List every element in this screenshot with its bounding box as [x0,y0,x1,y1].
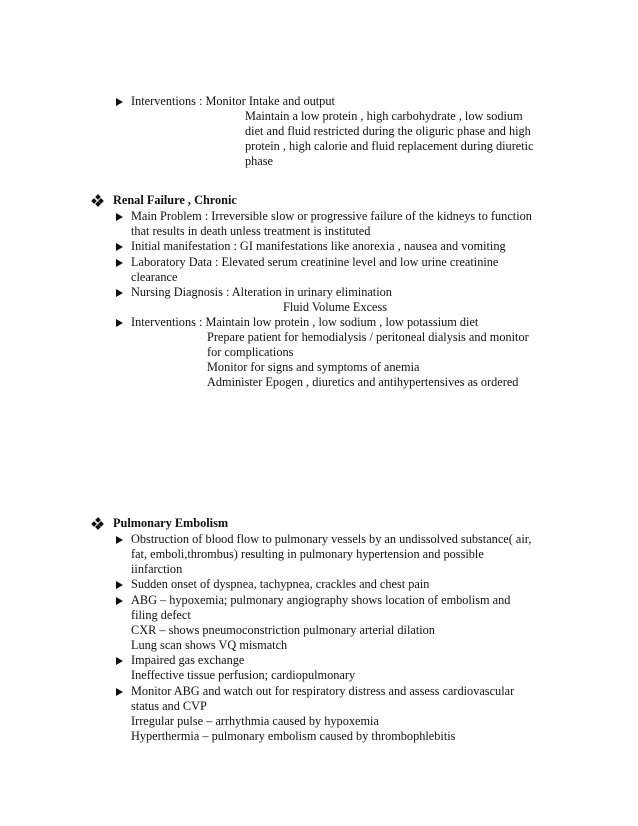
pe-item-text: Impaired gas exchange [131,653,245,667]
arrow-bullet-icon [116,597,123,605]
diamond-bullet-icon [92,195,103,206]
arrow-bullet-icon [116,98,123,106]
renal-interventions-text: Administer Epogen , diuretics and antihypertensives as ordered [207,375,519,389]
pe-item-text: iinfarction [131,562,183,576]
arrow-bullet-icon [116,213,123,221]
pe-item-text: filing defect [131,608,191,622]
arrow-bullet-icon [116,243,123,251]
interventions-item: Interventions : Monitor Intake and output [131,94,335,108]
pe-item-text: Lung scan shows VQ mismatch [131,638,288,652]
section-heading-pe: Pulmonary Embolism [113,516,229,530]
arrow-bullet-icon [116,581,123,589]
pe-item-text: Sudden onset of dyspnea, tachypnea, crackles and chest pain [131,577,430,591]
pe-item-text: Ineffective tissue perfusion; cardiopulmonary [131,668,356,682]
arrow-bullet-icon [116,319,123,327]
renal-interventions-text: Monitor for signs and symptoms of anemia [207,360,420,374]
initial-manifestation-text: Initial manifestation : GI manifestations like anorexia , nausea and vomiting [131,239,506,253]
nursing-diagnosis-text: Nursing Diagnosis : Alteration in urinary elimination [131,285,392,299]
arrow-bullet-icon [116,536,123,544]
pe-item-text: status and CVP [131,699,207,713]
arrow-bullet-icon [116,289,123,297]
interventions-line: Maintain a low protein , high carbohydrate , low sodium [245,109,523,123]
interventions-line: diet and fluid restricted during the oliguric phase and high [245,124,531,138]
pe-item-text: fat, emboli,thrombus) resulting in pulmonary hypertension and possible [131,547,484,561]
arrow-bullet-icon [116,259,123,267]
section-heading-renal: Renal Failure , Chronic [113,193,237,207]
pe-item-text: Monitor ABG and watch out for respiratory distress and assess cardiovascular [131,684,515,698]
nursing-diagnosis-text: Fluid Volume Excess [283,300,388,314]
pe-item-text: Obstruction of blood flow to pulmonary vessels by an undissolved substance( air, [131,532,532,546]
main-problem-text: that results in death unless treatment is instituted [131,224,371,238]
lab-data-text: clearance [131,270,178,284]
arrow-bullet-icon [116,657,123,665]
diamond-bullet-icon [92,518,103,529]
arrow-bullet-icon [116,688,123,696]
pe-item-text: Irregular pulse – arrhythmia caused by hypoxemia [131,714,379,728]
pe-item-text: CXR – shows pneumoconstriction pulmonary arterial dilation [131,623,435,637]
main-problem-text: Main Problem : Irreversible slow or progressive failure of the kidneys to function [131,209,532,223]
renal-interventions-text: Prepare patient for hemodialysis / peritoneal dialysis and monitor [207,330,529,344]
pe-item-text: Hyperthermia – pulmonary embolism caused by thrombophlebitis [131,729,456,743]
lab-data-text: Laboratory Data : Elevated serum creatinine level and low urine creatinine [131,255,499,269]
pe-item-text: ABG – hypoxemia; pulmonary angiography shows location of embolism and [131,593,511,607]
interventions-line: phase [245,154,273,168]
renal-interventions-text: for complications [207,345,294,359]
renal-interventions-text: Interventions : Maintain low protein , low sodium , low potassium diet [131,315,479,329]
interventions-line: protein , high calorie and fluid replacement during diuretic [245,139,534,153]
